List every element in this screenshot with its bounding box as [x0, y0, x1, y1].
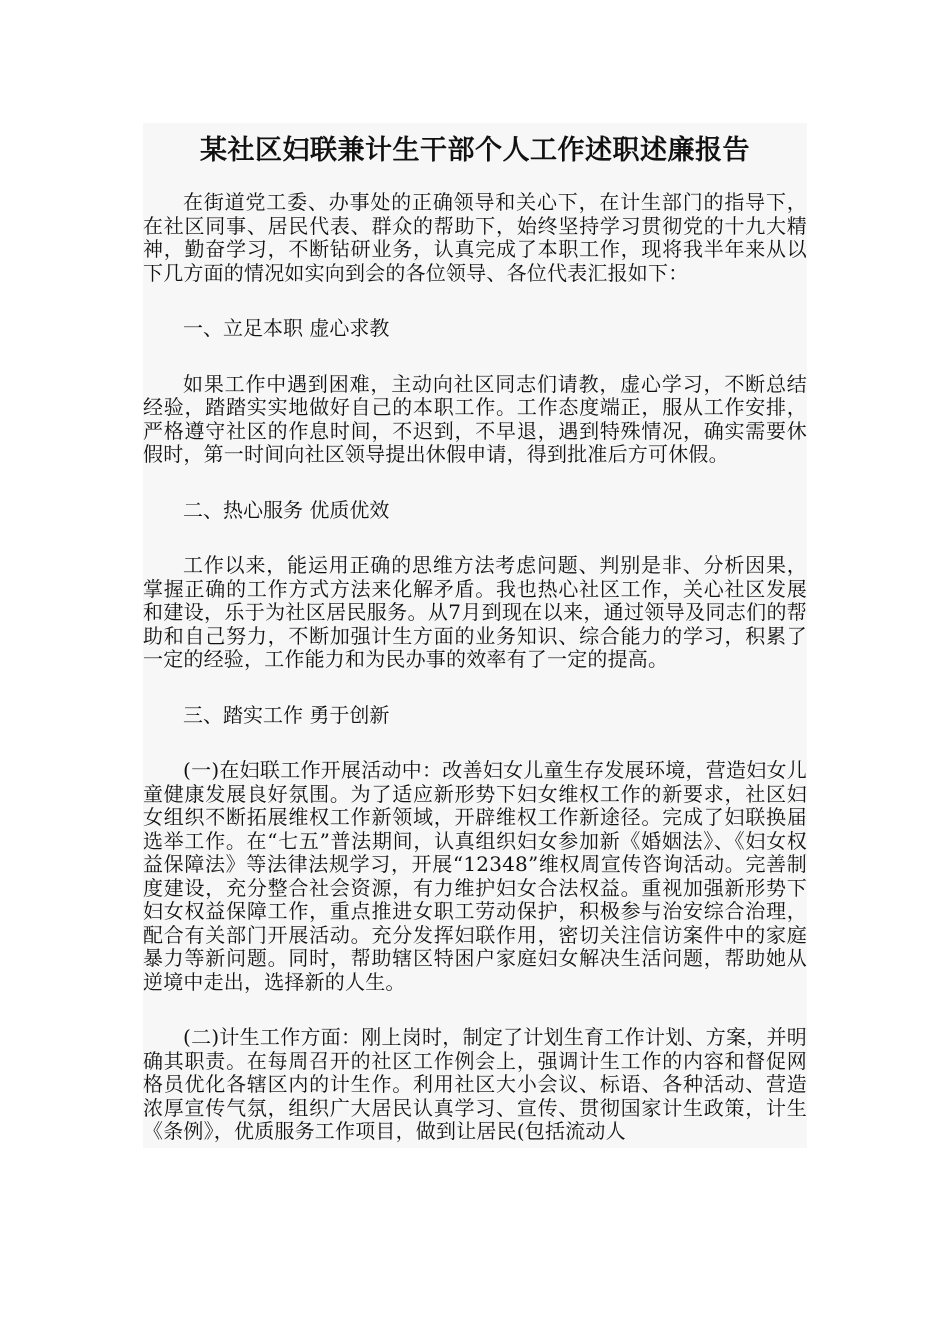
- section-2-paragraph: 工作以来，能运用正确的思维方法考虑问题、判别是非、分析因果，掌握正确的工作方式方法来化解矛盾。我也热心社区工作，关心社区发展和建设，乐于为社区居民服务。从7月到现在以来，通过领导及同志们的帮助和自己努力，不断加强计生方面的业务知识、综合能力的学习，积累了一定的经验，工作能力和为民办事的效率有了一定的提高。: [143, 553, 807, 671]
- document-body: [143, 123, 807, 1148]
- section-heading-3: 三、踏实工作 勇于创新: [183, 702, 390, 727]
- section-3-paragraph-1: (一)在妇联工作开展活动中：改善妇女儿童生存发展环境，营造妇女儿童健康发展良好氛围。为了适应新形势下妇女维权工作的新要求，社区妇女组织不断拓展维权工作新领域，开辟维权工作新途径。完成了妇联换届选举工作。在“七五”普法期间，认真组织妇女参加新《婚姻法》、《妇女权益保障法》等法律法规学习，开展“12348”维权周宣传咨询活动。完善制度建设，充分整合社会资源，有力维护妇女合法权益。重视加强新形势下妇女权益保障工作，重点推进女职工劳动保护，积极参与治安综合治理，配合有关部门开展活动。充分发挥妇联作用，密切关注信访案件中的家庭暴力等新问题。同时，帮助辖区特困户家庭妇女解决生活问题，帮助她从逆境中走出，选择新的人生。: [143, 758, 807, 994]
- section-3-paragraph-2: (二)计生工作方面：刚上岗时，制定了计划生育工作计划、方案，并明确其职责。在每周召开的社区工作例会上，强调计生工作的内容和督促网格员优化各辖区内的计生作。利用社区大小会议、标语、各种活动、营造浓厚宣传气氛，组织广大居民认真学习、宣传、贯彻国家计生政策，计生《条例》，优质服务工作项目，做到让居民(包括流动人: [143, 1025, 807, 1143]
- document-title: 某社区妇联兼计生干部个人工作述职述廉报告: [200, 135, 750, 166]
- section-heading-2: 二、热心服务 优质优效: [183, 497, 390, 522]
- section-heading-1: 一、立足本职 虚心求教: [183, 316, 390, 340]
- intro-paragraph: 在街道党工委、办事处的正确领导和关心下，在计生部门的指导下，在社区同事、居民代表、群众的帮助下，始终坚持学习贯彻党的十九大精神，勤奋学习，不断钻研业务，认真完成了本职工作，现将我半年来从以下几方面的情况如实向到会的各位领导、各位代表汇报如下：: [143, 190, 807, 285]
- section-1-paragraph: 如果工作中遇到困难，主动向社区同志们请教，虚心学习，不断总结经验，踏踏实实地做好自己的本职工作。工作态度端正，服从工作安排，严格遵守社区的作息时间，不迟到，不早退，遇到特殊情况，确实需要休假时，第一时间向社区领导提出休假申请，得到批准后方可休假。: [143, 371, 807, 466]
